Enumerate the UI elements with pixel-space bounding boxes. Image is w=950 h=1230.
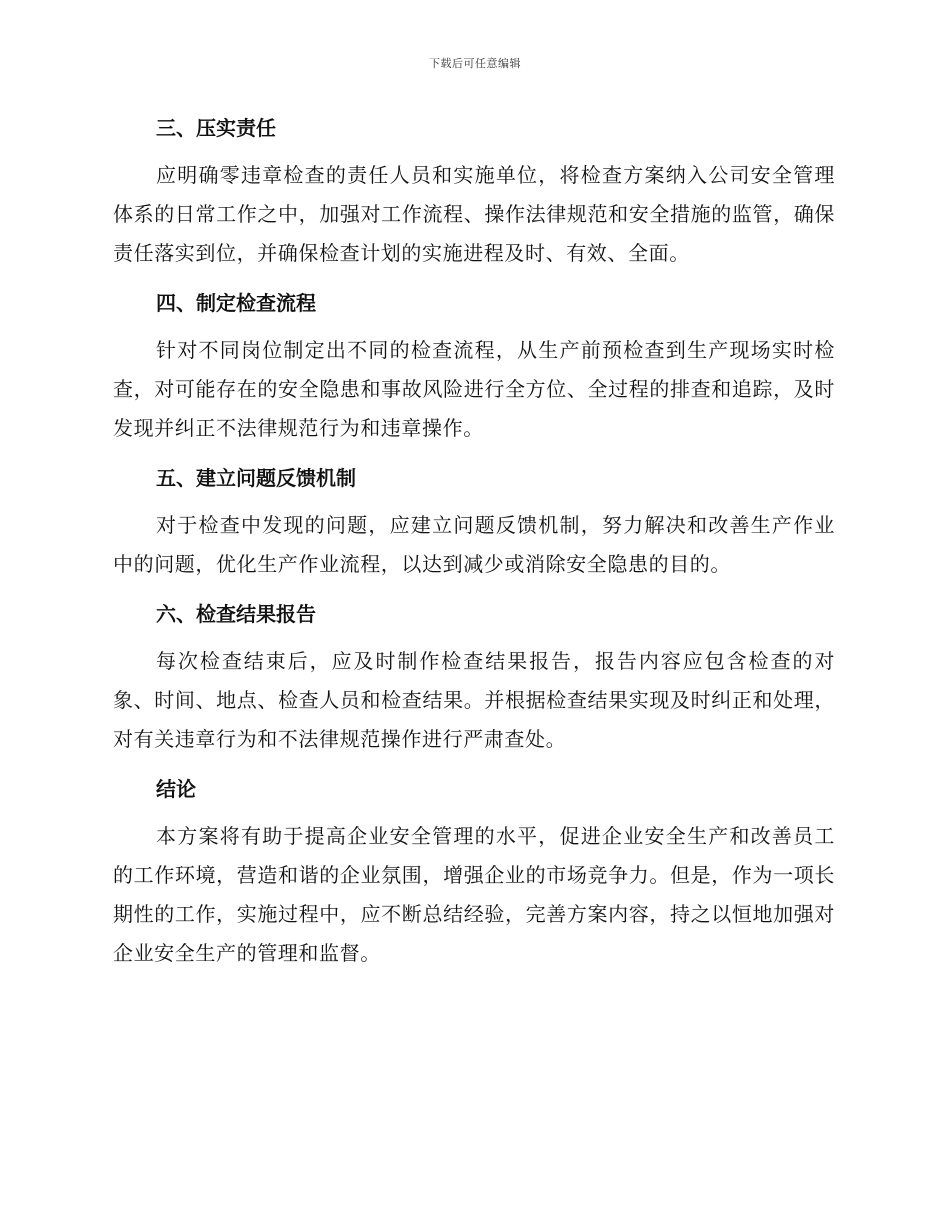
section-heading: 四、制定检查流程 [156, 291, 316, 315]
section-conclusion [113, 769, 835, 973]
section-paragraph: 每次检查结束后，应及时制作检查结果报告，报告内容应包含检查的对象、时间、地点、检查人员和检查结果。并根据检查结果实现及时纠正和处理，对有关违章行为和不法律规范操作进行严肃查处。 [113, 649, 835, 751]
section-heading: 六、检查结果报告 [156, 602, 316, 626]
section-paragraph: 对于检查中发现的问题，应建立问题反馈机制，努力解决和改善生产作业中的问题，优化生产作业流程，以达到减少或消除安全隐患的目的。 [113, 513, 835, 576]
section-heading: 三、压实责任 [156, 116, 276, 140]
section-paragraph: 本方案将有助于提高企业安全管理的水平，促进企业安全生产和改善员工的工作环境，营造和谐的企业氛围，增强企业的市场竞争力。但是，作为一项长期性的工作，实施过程中，应不断总结经验，完善方案内容，持之以恒地加强对企业安全生产的管理和监督。 [113, 824, 835, 965]
section-responsibility [113, 108, 835, 273]
section-feedback-mechanism [113, 458, 835, 584]
section-result-report [113, 594, 835, 759]
section-paragraph: 应明确零违章检查的责任人员和实施单位，将检查方案纳入公司安全管理体系的日常工作之中，加强对工作流程、操作法律规范和安全措施的监管，确保责任落实到位，并确保检查计划的实施进程及时、有效、全面。 [113, 163, 835, 265]
section-paragraph: 针对不同岗位制定出不同的检查流程，从生产前预检查到生产现场实时检查，对可能存在的安全隐患和事故风险进行全方位、全过程的排查和追踪，及时发现并纠正不法律规范行为和违章操作。 [113, 338, 835, 440]
document-body [113, 108, 835, 983]
section-heading: 五、建立问题反馈机制 [156, 466, 356, 490]
section-inspection-process [113, 283, 835, 448]
section-heading: 结论 [156, 777, 196, 801]
header-note: 下载后可任意编辑 [429, 57, 521, 70]
